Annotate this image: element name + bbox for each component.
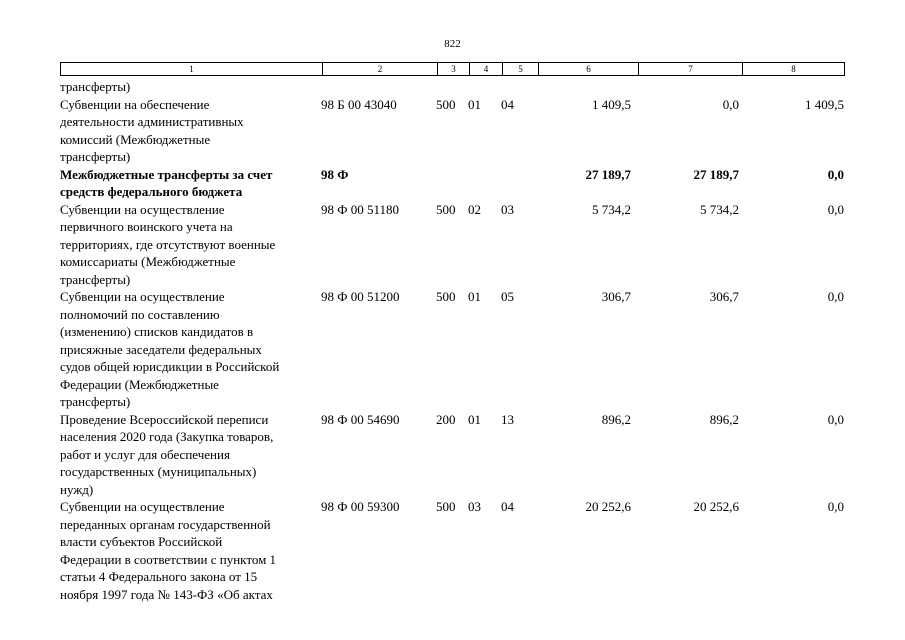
- row-name-line: полномочий по составлению: [60, 306, 220, 322]
- row-name: [60, 498, 318, 603]
- row-name-line: судов общей юрисдикции в Российской: [60, 359, 280, 374]
- row-name-line: средств федерального бюджета: [60, 184, 243, 199]
- row-code: 98 Ф 00 51200: [321, 289, 400, 304]
- row-amount-col7: 27 189,7: [693, 166, 739, 182]
- row-section: 01: [468, 289, 481, 304]
- table-row: [60, 78, 845, 96]
- table-row: [60, 166, 845, 201]
- row-subsection: 13: [501, 411, 514, 427]
- row-section: 02: [468, 201, 481, 217]
- row-amount-col7: 5 734,2: [700, 201, 739, 217]
- header-col-6: 6: [538, 63, 638, 75]
- row-name-line: Субвенции на обеспечение: [60, 96, 210, 112]
- row-amount-col8: 1 409,5: [805, 96, 844, 112]
- row-amount-col8: 0,0: [827, 166, 844, 182]
- header-col-1: 1: [189, 64, 194, 74]
- row-name-line: государственных (муниципальных): [60, 464, 257, 479]
- row-expense-type: 500: [436, 201, 456, 217]
- row-name-line: статьи 4 Федерального закона от 15: [60, 569, 258, 584]
- row-name-line: Межбюджетные трансферты за счет: [60, 166, 273, 182]
- row-amount-col7: 0,0: [722, 96, 739, 112]
- row-amount-col8: 0,0: [827, 201, 844, 217]
- row-amount-col8: 0,0: [827, 411, 844, 427]
- row-name-line: (изменению) списков кандидатов в: [60, 324, 254, 339]
- row-amount-col6: 896,2: [601, 411, 631, 427]
- header-col-7: 7: [638, 63, 742, 75]
- row-name-line: территориях, где отсутствуют военные: [60, 236, 276, 252]
- row-code: 98 Ф 00 59300: [321, 499, 400, 514]
- row-subsection: 03: [501, 201, 514, 217]
- row-name: [60, 166, 318, 201]
- column-number-header: [60, 62, 845, 76]
- row-amount-col8: 0,0: [827, 289, 844, 304]
- row-name-line: трансферты): [60, 271, 131, 287]
- row-name-line: деятельности административных: [60, 114, 244, 129]
- page-number: 822: [444, 38, 461, 50]
- row-name: [60, 288, 318, 411]
- row-name-line: Субвенции на осуществление: [60, 289, 225, 304]
- row-section: 01: [468, 411, 481, 427]
- row-name-line: переданных органам государственной: [60, 516, 271, 532]
- row-name-line: Федерации в соответствии с пунктом 1: [60, 551, 277, 567]
- row-name-line: населения 2020 года (Закупка товаров,: [60, 429, 274, 444]
- row-name-line: Субвенции на осуществление: [60, 201, 225, 217]
- table-body: [60, 78, 845, 603]
- table-row: [60, 96, 845, 166]
- row-amount-col6: 27 189,7: [585, 166, 631, 182]
- header-col-3: 3: [437, 63, 469, 75]
- row-name-line: нужд): [60, 481, 94, 497]
- row-subsection: 04: [501, 96, 514, 112]
- header-col-2: 2: [322, 63, 437, 75]
- row-section: 03: [468, 499, 481, 514]
- row-subsection: 04: [501, 499, 514, 514]
- row-name-line: присяжные заседатели федеральных: [60, 341, 262, 357]
- row-amount-col7: 20 252,6: [693, 499, 739, 514]
- row-name-line: работ и услуг для обеспечения: [60, 446, 230, 462]
- row-name-line: Субвенции на осуществление: [60, 499, 225, 514]
- row-code: 98 Ф 00 51180: [321, 201, 400, 217]
- row-subsection: 05: [501, 289, 514, 304]
- row-name-line: трансферты): [60, 394, 131, 409]
- row-name-line: трансферты): [60, 79, 131, 94]
- row-name-line: Проведение Всероссийской переписи: [60, 411, 269, 427]
- header-col-4: 4: [469, 63, 502, 75]
- row-amount-col6: 5 734,2: [592, 201, 631, 217]
- table-row: [60, 498, 845, 603]
- row-name-line: ноября 1997 года № 143-ФЗ «Об актах: [60, 586, 273, 602]
- row-name-line: власти субъектов Российской: [60, 534, 223, 549]
- row-name-line: трансферты): [60, 149, 131, 164]
- row-expense-type: 500: [436, 499, 456, 514]
- row-amount-col7: 896,2: [709, 411, 739, 427]
- row-amount-col6: 20 252,6: [585, 499, 631, 514]
- row-name-line: первичного воинского учета на: [60, 219, 233, 234]
- row-amount-col6: 306,7: [601, 289, 631, 304]
- row-code: 98 Ф: [321, 166, 349, 182]
- header-col-5: 5: [502, 63, 538, 75]
- row-code: 98 Б 00 43040: [321, 96, 397, 112]
- table-row: [60, 288, 845, 411]
- row-name-line: комиссий (Межбюджетные: [60, 131, 211, 147]
- row-expense-type: 500: [436, 289, 456, 304]
- row-name-line: комиссариаты (Межбюджетные: [60, 254, 236, 269]
- row-name: [60, 78, 318, 96]
- row-amount-col7: 306,7: [709, 289, 739, 304]
- row-name: [60, 96, 318, 166]
- table-row: [60, 411, 845, 499]
- header-col-8: 8: [742, 63, 844, 75]
- row-name: [60, 201, 318, 289]
- row-name: [60, 411, 318, 499]
- row-expense-type: 200: [436, 411, 456, 427]
- row-name-line: Федерации (Межбюджетные: [60, 376, 219, 392]
- row-expense-type: 500: [436, 96, 456, 112]
- row-amount-col6: 1 409,5: [592, 96, 631, 112]
- row-section: 01: [468, 96, 481, 112]
- table-row: [60, 201, 845, 289]
- row-amount-col8: 0,0: [827, 499, 844, 514]
- row-code: 98 Ф 00 54690: [321, 411, 400, 427]
